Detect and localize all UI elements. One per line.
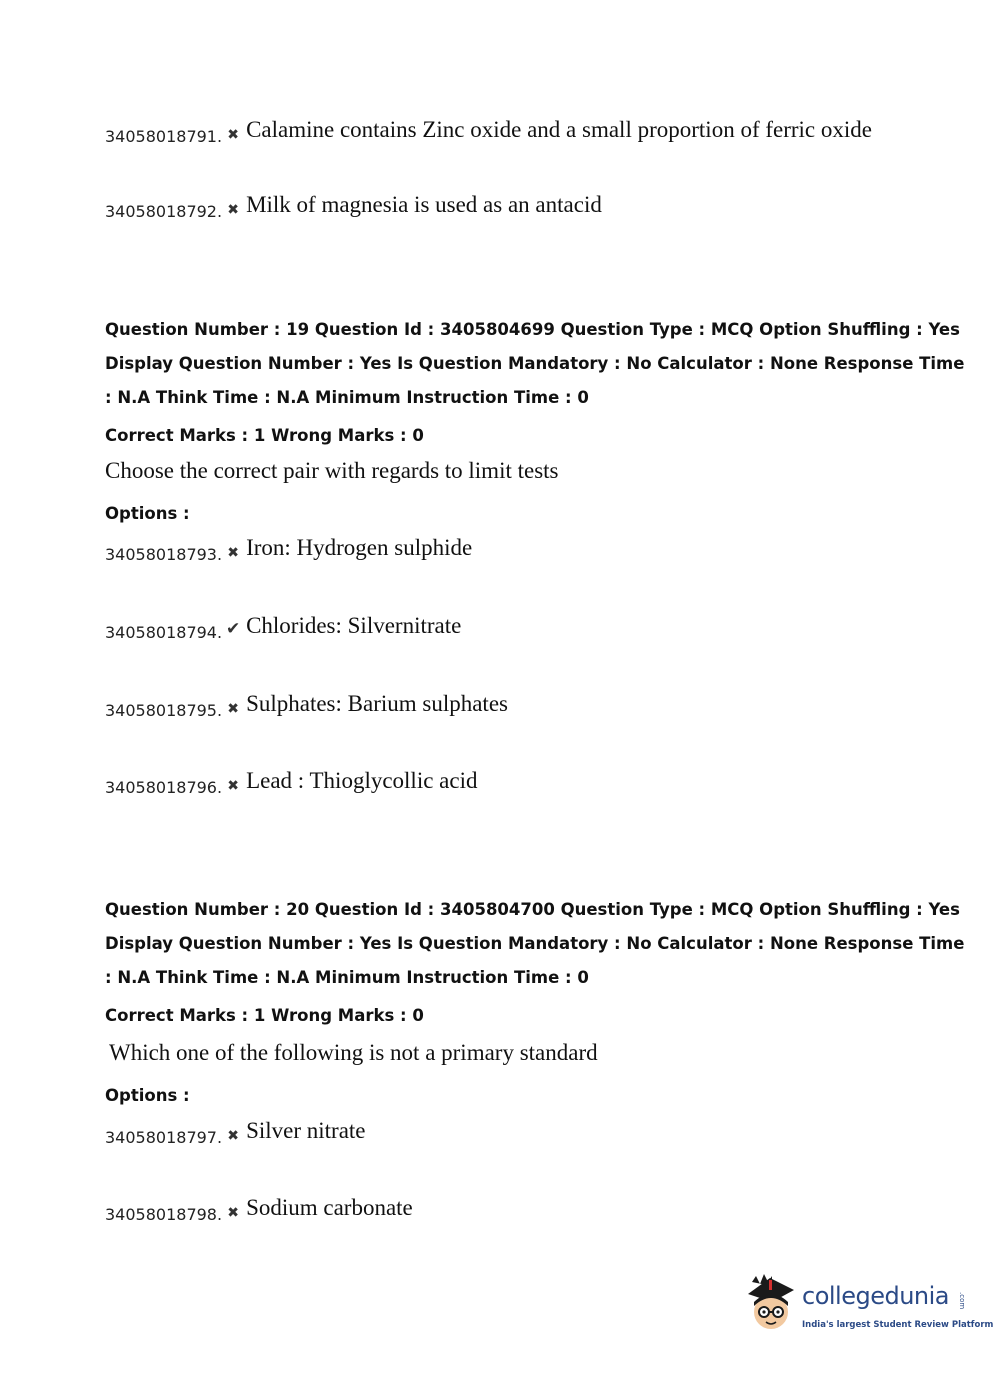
option-id: 34058018792.: [105, 202, 223, 221]
option-row: [105, 193, 602, 222]
option-text: Calamine contains Zinc oxide and a small proportion of ferric oxide: [246, 117, 872, 142]
option-row: [105, 614, 461, 643]
options-label: Options :: [105, 1086, 190, 1105]
cross-icon: ✖: [227, 127, 239, 143]
logo-suffix: .com: [958, 1292, 966, 1310]
meta-line: Display Question Number : Yes Is Question Mandatory : No Calculator : None Response Time: [105, 934, 965, 953]
meta-line: : N.A Think Time : N.A Minimum Instruction Time : 0: [105, 388, 589, 407]
option-text: Chlorides: Silvernitrate: [246, 613, 462, 638]
option-id: 34058018791.: [105, 127, 223, 146]
cross-icon: ✖: [227, 1205, 239, 1221]
option-text: Sulphates: Barium sulphates: [246, 691, 508, 716]
cross-icon: ✖: [227, 545, 239, 561]
option-row: [105, 1196, 413, 1225]
option-id: 34058018795.: [105, 701, 223, 720]
options-label: Options :: [105, 504, 190, 523]
option-id: 34058018797.: [105, 1128, 223, 1147]
cross-icon: ✖: [227, 202, 239, 218]
option-row: [105, 769, 477, 798]
option-text: Iron: Hydrogen sulphide: [246, 535, 473, 560]
collegedunia-logo: [742, 1272, 994, 1342]
meta-line: Question Number : 20 Question Id : 3405804700 Question Type : MCQ Option Shuffling : Yes: [105, 900, 960, 919]
option-text: Sodium carbonate: [246, 1195, 413, 1220]
cross-icon: ✖: [227, 778, 239, 794]
question-meta: [105, 313, 965, 415]
option-text: Lead : Thioglycollic acid: [246, 768, 478, 793]
marks-line: Correct Marks : 1 Wrong Marks : 0: [105, 1006, 424, 1025]
option-row: [105, 1119, 366, 1148]
question-text: Which one of the following is not a primary standard: [109, 1040, 598, 1065]
option-text: Milk of magnesia is used as an antacid: [246, 192, 602, 217]
option-id: 34058018798.: [105, 1205, 223, 1224]
option-id: 34058018794.: [105, 623, 223, 642]
option-id: 34058018796.: [105, 778, 223, 797]
mascot-icon: [742, 1272, 800, 1336]
meta-line: : N.A Think Time : N.A Minimum Instruction Time : 0: [105, 968, 589, 987]
option-row: [105, 118, 872, 147]
marks-line: Correct Marks : 1 Wrong Marks : 0: [105, 426, 424, 445]
meta-line: Display Question Number : Yes Is Question Mandatory : No Calculator : None Response Time: [105, 354, 965, 373]
question-meta: [105, 893, 965, 995]
option-id: 34058018793.: [105, 545, 223, 564]
option-row: [105, 536, 472, 565]
logo-wordmark: collegedunia: [802, 1282, 950, 1310]
option-row: [105, 692, 508, 721]
option-text: Silver nitrate: [246, 1118, 366, 1143]
cross-icon: ✖: [227, 1128, 239, 1144]
question-text: Choose the correct pair with regards to limit tests: [105, 458, 559, 483]
meta-line: Question Number : 19 Question Id : 3405804699 Question Type : MCQ Option Shuffling : Yes: [105, 320, 960, 339]
check-icon: ✔: [225, 619, 241, 639]
cross-icon: ✖: [227, 701, 239, 717]
logo-tagline: India's largest Student Review Platform: [802, 1320, 994, 1330]
